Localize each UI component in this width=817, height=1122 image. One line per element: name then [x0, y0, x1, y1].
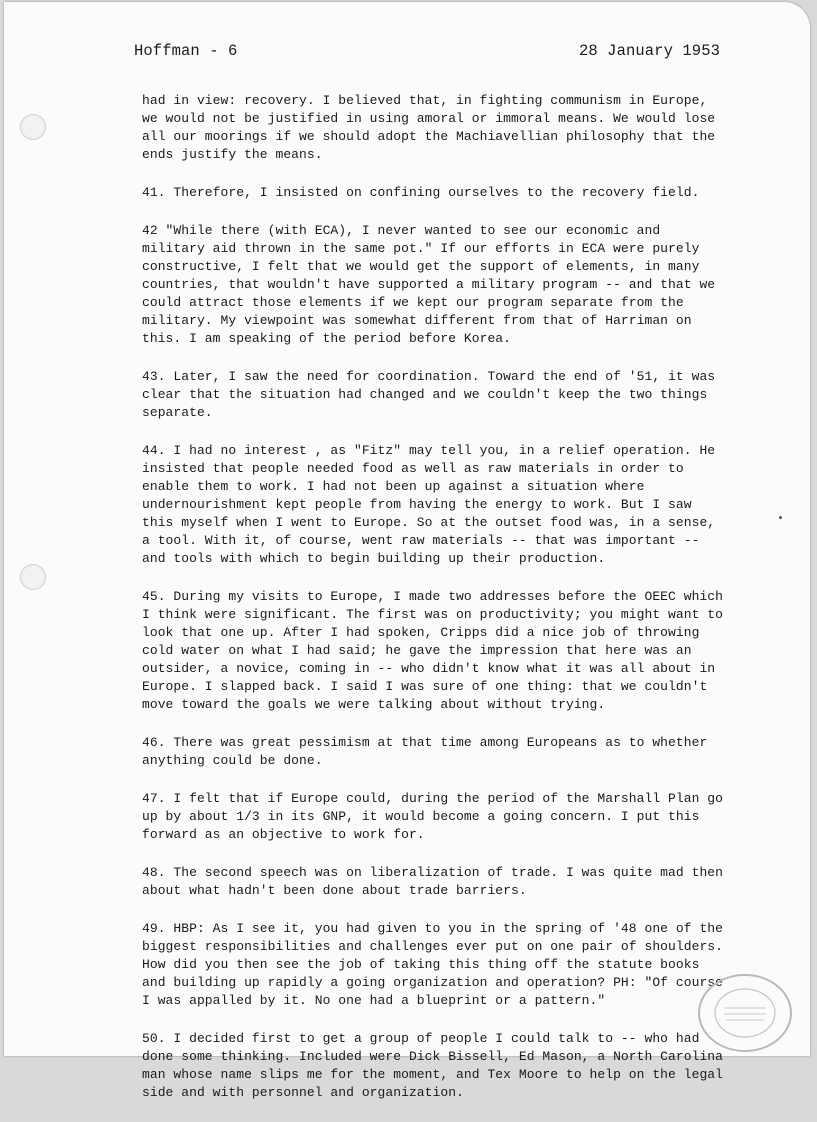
paragraph: 41. Therefore, I insisted on confining ourselves to the recovery field.	[142, 185, 700, 200]
header-date: 28 January 1953	[578, 42, 720, 60]
paragraph: 50. I decided first to get a group of people I could talk to -- who had done some thinking. Included were Dick Bissell, Ed Mason, a North Carolina man whose name slips me for the moment, and Tex Moore to help on the legal side and with personnel and organization.	[142, 1031, 723, 1100]
paragraph: 49. HBP: As I see it, you had given to you in the spring of '48 one of the biggest responsibilities and challenges ever put on one pair of shoulders. How did you then see the job of taking this thing off the statute books and building up rapidly a going organization and operation? PH: "Of course I was appalled by it. No one had a blueprint or a pattern."	[142, 921, 723, 1008]
paragraph: 46. There was great pessimism at that time among Europeans as to whether anything could be done.	[142, 735, 708, 768]
punch-hole	[20, 564, 46, 590]
paragraph: 45. During my visits to Europe, I made two addresses before the OEEC which I think were significant. The first was on productivity; you might want to look that one up. After I had spoken, Cripps did a nice job of throwing cold water on what I had said; he gave the impression that here was an outsider, a novice, coming in -- who didn't know what it was all about in Europe. I slapped back. I said I was sure of one thing: that we couldn't move toward the goals we were talking about without trying.	[142, 589, 723, 712]
paragraph: 42 "While there (with ECA), I never wanted to see our economic and military aid thrown in the same pot." If our efforts in ECA were purely constructive, I felt that we would get the support of elements, in many countries, that wouldn't have supported a military program -- and that we could attract those elements if we kept our program separate from the military. My viewpoint was somewhat different from that of Harriman on this. I am speaking of the period before Korea.	[142, 223, 716, 346]
punch-hole	[20, 114, 46, 140]
paragraph: 48. The second speech was on liberalization of trade. I was quite mad then about what hadn't been done about trade barriers.	[142, 865, 723, 898]
paragraph: 44. I had no interest , as "Fitz" may tell you, in a relief operation. He insisted that people needed food as well as raw materials in order to enable them to work. I had not been up against a situation where undernourishment kept people from having the energy to work. But I saw this myself when I went to Europe. So at the outset food was, in a sense, a tool. With it, of course, went raw materials -- that was important -- and tools with which to begin building up their production.	[142, 443, 716, 566]
paragraph: 43. Later, I saw the need for coordination. Toward the end of '51, it was clear that the situation had changed and we couldn't keep the two things separate.	[142, 369, 716, 420]
ink-speck	[779, 516, 782, 519]
header-name-page: Hoffman - 6	[134, 42, 238, 60]
library-stamp-icon	[696, 972, 794, 1054]
paragraph: had in view: recovery. I believed that, in fighting communism in Europe, we would not be justified in using amoral or immoral means. We would lose all our moorings if we should adopt the Machiavellian philosophy that the ends justify the means.	[142, 93, 716, 162]
document-body	[142, 92, 728, 1122]
document-page	[4, 2, 810, 1100]
paragraph: 47. I felt that if Europe could, during the period of the Marshall Plan go up by about 1/3 in its GNP, it would become a going concern. I put this forward as an objective to work for.	[142, 791, 723, 842]
